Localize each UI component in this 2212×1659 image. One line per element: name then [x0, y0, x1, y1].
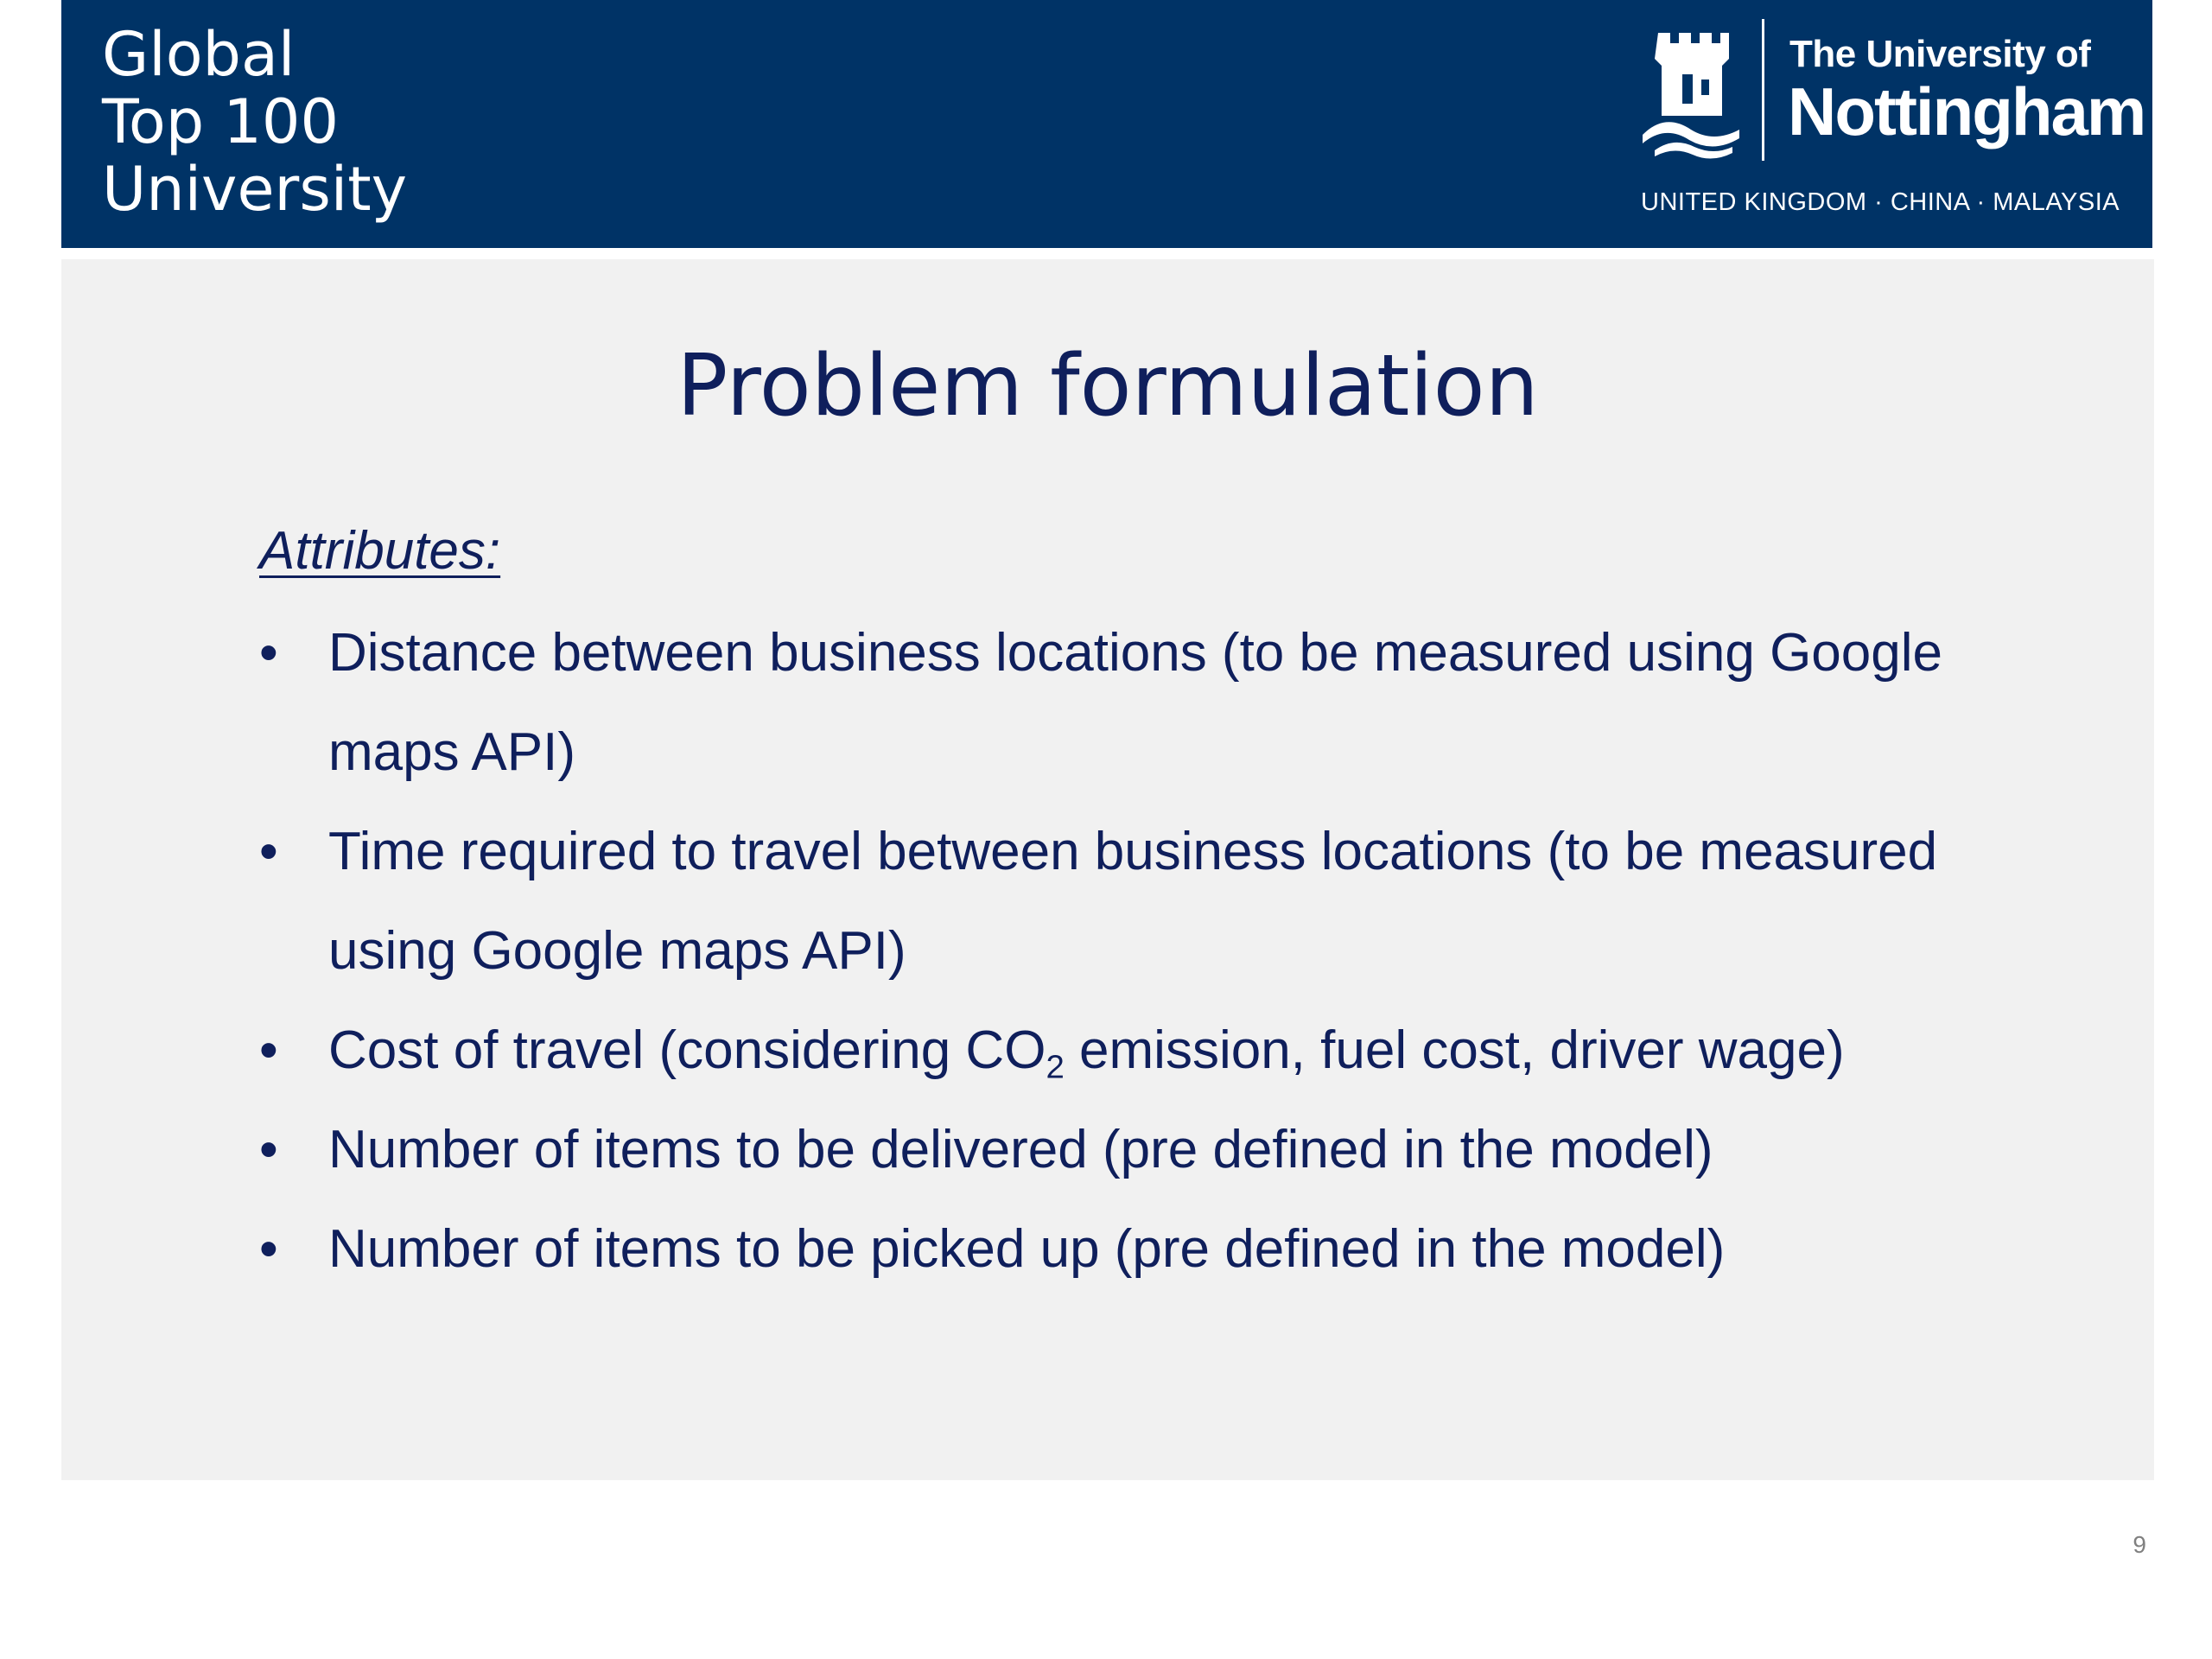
bullet-marker: • [259, 623, 278, 683]
tagline-line-2: Top 100 [102, 86, 339, 157]
bullet-text: Distance between business locations (to be measured using Google maps API) [328, 623, 1942, 782]
list-item [259, 802, 2074, 1001]
logo-divider [1762, 19, 1764, 161]
tagline-line-3: University [102, 154, 408, 225]
logo-text-line-1: The University of [1789, 33, 2091, 75]
list-item [259, 603, 2074, 802]
list-item [259, 1001, 2074, 1100]
bullet-marker: • [259, 822, 278, 881]
slide-panel [61, 259, 2154, 1480]
attributes-heading: Attributes: [259, 521, 501, 581]
list-item [259, 1100, 2074, 1199]
bullet-text: Number of items to be picked up (pre defined in the model) [328, 1219, 1726, 1279]
attributes-list [259, 603, 2074, 1299]
university-logo [1639, 19, 2145, 235]
bullet-text [328, 1020, 1845, 1086]
bullet-text: Time required to travel between business locations (to be measured using Google maps API) [328, 822, 1938, 981]
page-number: 9 [2133, 1531, 2146, 1558]
bullet-marker: • [259, 1219, 278, 1279]
bullet-text-before: Cost of travel (considering CO [328, 1020, 1046, 1080]
bullet-marker: • [259, 1020, 278, 1080]
list-item [259, 1199, 2074, 1299]
logo-text-line-2: Nottingham [1788, 73, 2145, 149]
tagline [102, 21, 407, 223]
bullet-text: Number of items to be delivered (pre defined in the model) [328, 1120, 1713, 1179]
bullet-marker: • [259, 1120, 278, 1179]
logo-countries: UNITED KINGDOM · CHINA · MALAYSIA [1641, 188, 2120, 216]
header-banner [61, 0, 2152, 248]
university-crest-icon [1639, 24, 1741, 159]
slide-title: Problem formulation [677, 337, 1539, 435]
subscript: 2 [1046, 1048, 1065, 1086]
bullet-text-after: emission, fuel cost, driver wage) [1064, 1020, 1845, 1080]
tagline-line-1: Global [102, 19, 296, 90]
